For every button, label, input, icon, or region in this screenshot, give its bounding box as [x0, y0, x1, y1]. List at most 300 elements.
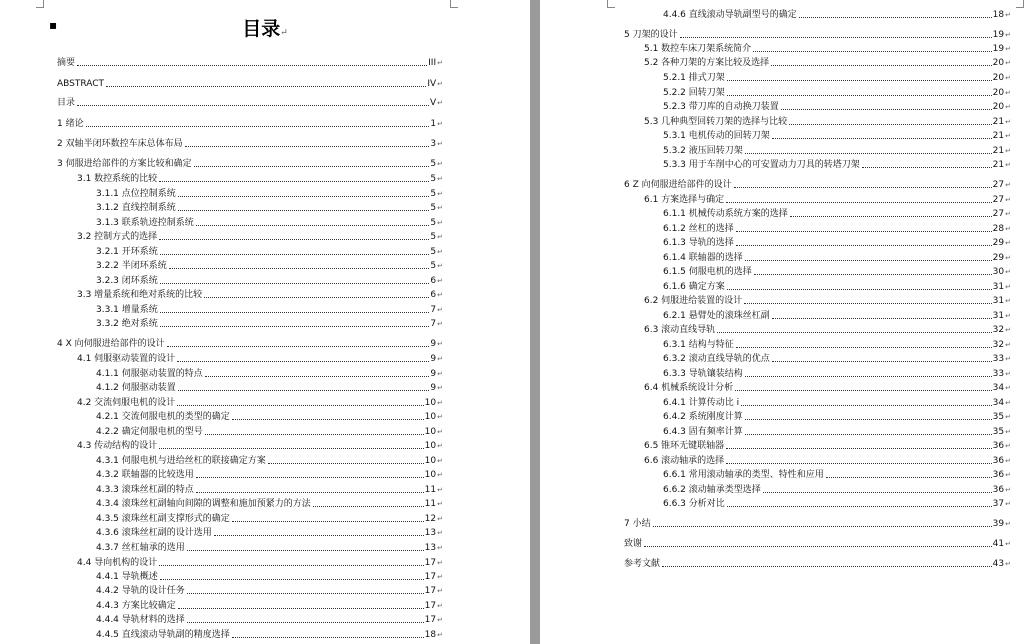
toc-entry[interactable]: [624, 537, 1011, 550]
dot-leader: [789, 124, 991, 125]
toc-entry-page: 35: [992, 427, 1005, 437]
dot-leader: [744, 303, 991, 304]
toc-entry-page: 5: [430, 218, 437, 228]
toc-entry[interactable]: [96, 410, 443, 423]
toc-entry-title: 4.4.4 导轨材料的选择: [96, 615, 185, 625]
toc-entry-page: 33: [992, 369, 1005, 379]
toc-entry-page: 21: [992, 160, 1005, 170]
dot-leader: [754, 274, 992, 275]
paragraph-mark: ↵: [437, 204, 443, 212]
toc-entry-title: 摘要: [57, 58, 76, 68]
paragraph-mark: ↵: [437, 370, 443, 378]
toc-entry-title: 3.3 增量系统和绝对系统的比较: [77, 290, 203, 300]
dot-leader: [662, 566, 992, 567]
toc-entry-page: 36: [992, 470, 1005, 480]
toc-entry[interactable]: [644, 42, 1011, 55]
toc-entry[interactable]: [96, 570, 443, 583]
toc-entry-page: 20: [992, 102, 1005, 112]
paragraph-mark: ↵: [437, 320, 443, 328]
toc-entry-title: 致谢: [624, 539, 643, 549]
paragraph-mark: ↵: [437, 559, 443, 567]
toc-entry-title: 6.1.2 丝杠的选择: [663, 224, 734, 234]
toc-entry-title: 6.3.3 导轨镶装结构: [663, 369, 743, 379]
toc-entry-page: 13: [424, 528, 437, 538]
toc-entry[interactable]: [663, 497, 1011, 510]
toc-entry[interactable]: [663, 129, 1011, 142]
dot-leader: [736, 231, 992, 232]
dot-leader: [77, 105, 429, 106]
toc-entry-page: 9: [430, 354, 437, 364]
toc-entry-page: 5: [430, 189, 437, 199]
toc-entry-title: 4.3.2 联轴器的比较选用: [96, 470, 194, 480]
dot-leader: [196, 492, 424, 493]
toc-entry-title: 4.1.1 伺服驱动装置的特点: [96, 369, 203, 379]
toc-entry[interactable]: [644, 323, 1011, 336]
toc-entry-title: 6.3 滚动直线导轨: [644, 325, 716, 335]
toc-entry[interactable]: [96, 599, 443, 612]
paragraph-mark: ↵: [1005, 560, 1011, 568]
toc-entry-title: 6.3.1 结构与特征: [663, 340, 734, 350]
toc-entry[interactable]: [96, 303, 443, 316]
toc-entry-page: 32: [992, 340, 1005, 350]
dot-leader: [790, 216, 992, 217]
toc-entry-title: 4.4.5 直线滚动导轨副的精度选择: [96, 630, 230, 640]
dot-leader: [204, 297, 429, 298]
paragraph-mark: ↵: [437, 120, 443, 128]
dot-leader: [753, 51, 991, 52]
toc-entry-page: 21: [992, 117, 1005, 127]
toc-entry-title: 4.4.2 导轨的设计任务: [96, 586, 185, 596]
toc-entry-title: 4 X 向伺服进给部件的设计: [57, 339, 165, 349]
toc-entry-page: 11: [424, 485, 437, 495]
toc-entry-page: 41: [992, 539, 1005, 549]
toc-entry[interactable]: [96, 497, 443, 510]
toc-entry[interactable]: [663, 338, 1011, 351]
toc-entry-page: 36: [992, 441, 1005, 451]
toc-entry-page: 10: [424, 427, 437, 437]
dot-leader: [214, 535, 424, 536]
toc-entry[interactable]: [663, 8, 1011, 21]
toc-entry[interactable]: [96, 245, 443, 258]
dot-leader: [653, 526, 992, 527]
paragraph-mark: ↵: [1005, 370, 1011, 378]
dot-leader: [196, 477, 424, 478]
dot-leader: [734, 187, 992, 188]
paragraph-mark: ↵: [437, 175, 443, 183]
paragraph-mark: ↵: [437, 529, 443, 537]
paragraph-mark: ↵: [1005, 413, 1011, 421]
toc-entry[interactable]: [96, 216, 443, 229]
dot-leader: [772, 138, 992, 139]
toc-entry-page: 27: [992, 180, 1005, 190]
paragraph-mark: ↵: [437, 160, 443, 168]
paragraph-mark: ↵: [1005, 457, 1011, 465]
toc-entry-title: 4.3 传动结构的设计: [77, 441, 158, 451]
toc-entry-page: 3: [430, 139, 437, 149]
toc-entry[interactable]: [77, 556, 443, 569]
toc-entry-title: 4.3.5 滚珠丝杠副支撑形式的确定: [96, 514, 230, 524]
toc-entry-page: 37: [992, 499, 1005, 509]
toc-entry[interactable]: [663, 222, 1011, 235]
toc-entry-title: 4.1 伺服驱动装置的设计: [77, 354, 176, 364]
toc-entry-title: 4.4 导向机构的设计: [77, 558, 158, 568]
toc-entry-title: 5.3.3 用于车削中心的可安置动力刀具的转塔刀架: [663, 160, 860, 170]
toc-entry-title: 6.1.4 联轴器的选择: [663, 253, 743, 263]
toc-entry[interactable]: [663, 144, 1011, 157]
toc-entry-title: 6.6 滚动轴承的选择: [644, 456, 725, 466]
toc-entry-title: 4.2.1 交流伺服电机的类型的确定: [96, 412, 230, 422]
paragraph-mark: ↵: [437, 442, 443, 450]
toc-entry-page: 17: [424, 601, 437, 611]
paragraph-mark: ↵: [1005, 500, 1011, 508]
toc-entry[interactable]: [663, 425, 1011, 438]
toc-entry-page: 31: [992, 296, 1005, 306]
paragraph-mark: ↵: [437, 500, 443, 508]
toc-entry-title: 3.1.1 点位控制系统: [96, 189, 176, 199]
paragraph-mark: ↵: [1005, 442, 1011, 450]
toc-entry-title: 6.6.1 常用滚动轴承的类型、特性和应用: [663, 470, 824, 480]
toc-entry[interactable]: [663, 468, 1011, 481]
toc-entry[interactable]: [96, 541, 443, 554]
toc-entry[interactable]: [663, 251, 1011, 264]
paragraph-mark: ↵: [1005, 45, 1011, 53]
toc-entry[interactable]: [96, 381, 443, 394]
dot-leader: [726, 463, 991, 464]
toc-entry[interactable]: [663, 86, 1011, 99]
toc-entry-title: 7 小结: [624, 519, 651, 529]
toc-entry[interactable]: [77, 439, 443, 452]
dot-leader: [106, 86, 426, 87]
dot-leader: [862, 167, 992, 168]
toc-entry-title: 5.2.2 回转刀架: [663, 88, 725, 98]
dot-leader: [178, 210, 430, 211]
toc-entry-page: 9: [430, 383, 437, 393]
toc-entry[interactable]: [96, 259, 443, 272]
dot-leader: [717, 332, 991, 333]
toc-entry-page: 33: [992, 354, 1005, 364]
toc-entry-title: 6.1.1 机械传动系统方案的选择: [663, 209, 788, 219]
paragraph-mark: ↵: [437, 428, 443, 436]
toc-entry-title: 6.2.1 悬臂处的滚珠丝杠副: [663, 311, 770, 321]
toc-entry[interactable]: [96, 468, 443, 481]
toc-title: [0, 14, 530, 41]
toc-entry[interactable]: [663, 71, 1011, 84]
toc-entry-page: 31: [992, 282, 1005, 292]
dot-leader: [745, 153, 992, 154]
toc-entry-title: 5.2.3 带刀库的自动换刀装置: [663, 102, 779, 112]
toc-entry-title: 6.4.1 计算传动比 i: [663, 398, 740, 408]
toc-entry[interactable]: [96, 584, 443, 597]
paragraph-mark: ↵: [437, 233, 443, 241]
toc-entry[interactable]: [77, 172, 443, 185]
toc-entry-page: 5: [430, 174, 437, 184]
crop-mark: [1016, 0, 1024, 8]
crop-mark: [36, 0, 44, 8]
toc-entry[interactable]: [624, 178, 1011, 191]
toc-entry-title: 4.3.3 滚珠丝杠副的特点: [96, 485, 194, 495]
dot-leader: [745, 376, 992, 377]
dot-leader: [187, 593, 424, 594]
paragraph-mark: ↵: [437, 457, 443, 465]
toc-entry-page: 27: [992, 195, 1005, 205]
paragraph-mark: ↵: [1005, 268, 1011, 276]
toc-entry-page: V: [429, 98, 437, 108]
toc-entry-page: 9: [430, 369, 437, 379]
toc-entry[interactable]: [644, 439, 1011, 452]
paragraph-mark: ↵: [1005, 74, 1011, 82]
toc-entry[interactable]: [644, 56, 1011, 69]
dot-leader: [726, 448, 991, 449]
toc-entry[interactable]: [57, 337, 443, 350]
toc-entry-page: 31: [992, 311, 1005, 321]
toc-entry-title: 3.1 数控系统的比较: [77, 174, 158, 184]
paragraph-mark: ↵: [437, 544, 443, 552]
toc-entry[interactable]: [96, 425, 443, 438]
toc-entry[interactable]: [663, 309, 1011, 322]
toc-entry[interactable]: [663, 410, 1011, 423]
dot-leader: [799, 17, 992, 18]
paragraph-mark: ↵: [437, 399, 443, 407]
paragraph-mark: ↵: [280, 28, 288, 38]
toc-entry[interactable]: [96, 454, 443, 467]
toc-entry-page: 28: [992, 224, 1005, 234]
paragraph-mark: ↵: [437, 248, 443, 256]
toc-entry-title: 5.2 各种刀架的方案比较及选择: [644, 58, 770, 68]
paragraph-mark: ↵: [437, 515, 443, 523]
paragraph-mark: ↵: [1005, 520, 1011, 528]
toc-entry[interactable]: [77, 288, 443, 301]
paragraph-mark: ↵: [1005, 471, 1011, 479]
toc-entry-page: 27: [992, 209, 1005, 219]
toc-entry[interactable]: [663, 280, 1011, 293]
dot-leader: [160, 312, 430, 313]
dot-leader: [232, 521, 424, 522]
toc-entry[interactable]: [96, 526, 443, 539]
toc-entry[interactable]: [663, 367, 1011, 380]
toc-entry[interactable]: [644, 294, 1011, 307]
toc-entry[interactable]: [77, 230, 443, 243]
paragraph-mark: ↵: [1005, 297, 1011, 305]
toc-entry-title: 6.4.2 系统刚度计算: [663, 412, 743, 422]
dot-leader: [745, 260, 992, 261]
toc-entry[interactable]: [57, 56, 443, 69]
dot-leader: [160, 283, 430, 284]
toc-entry-page: 10: [424, 412, 437, 422]
toc-entry[interactable]: [644, 193, 1011, 206]
dot-leader: [178, 390, 430, 391]
toc-entry-title: 6.1 方案选择与确定: [644, 195, 725, 205]
crop-mark: [607, 0, 615, 8]
toc-entry[interactable]: [624, 28, 1011, 41]
dot-leader: [781, 109, 992, 110]
paragraph-mark: ↵: [1005, 399, 1011, 407]
toc-entry-title: 6.4 机械系统设计分析: [644, 383, 734, 393]
paragraph-mark: ↵: [437, 291, 443, 299]
toc-entry-page: 18: [992, 10, 1005, 20]
paragraph-mark: ↵: [1005, 11, 1011, 19]
dot-leader: [826, 477, 992, 478]
paragraph-mark: ↵: [437, 573, 443, 581]
dot-leader: [177, 405, 423, 406]
paragraph-mark: ↵: [437, 616, 443, 624]
dot-leader: [727, 80, 992, 81]
toc-entry[interactable]: [96, 483, 443, 496]
toc-entry[interactable]: [57, 117, 443, 130]
toc-entry-title: 目录: [57, 98, 76, 108]
toc-entry-title: 6.3.2 滚动直线导轨的优点: [663, 354, 770, 364]
paragraph-mark: ↵: [1005, 181, 1011, 189]
toc-entry[interactable]: [96, 367, 443, 380]
dot-leader: [680, 37, 992, 38]
toc-entry-page: 21: [992, 146, 1005, 156]
toc-entry-page: 36: [992, 456, 1005, 466]
dot-leader: [771, 65, 991, 66]
toc-entry[interactable]: [663, 100, 1011, 113]
dot-leader: [177, 361, 429, 362]
dot-leader: [159, 565, 423, 566]
toc-entry-title: 6.6.2 滚动轴承类型选择: [663, 485, 761, 495]
toc-entry[interactable]: [663, 236, 1011, 249]
paragraph-mark: ↵: [1005, 132, 1011, 140]
toc-entry-page: III: [428, 58, 437, 68]
toc-entry-page: 21: [992, 131, 1005, 141]
dot-leader: [727, 95, 992, 96]
right-page: [540, 0, 1033, 644]
toc-entry-page: 6: [430, 276, 437, 286]
toc-entry-page: 12: [424, 514, 437, 524]
toc-entry[interactable]: [96, 201, 443, 214]
toc-entry-page: 32: [992, 325, 1005, 335]
toc-entry-title: 5.3 几种典型回转刀架的选择与比较: [644, 117, 788, 127]
toc-entry-page: 29: [992, 238, 1005, 248]
paragraph-mark: ↵: [437, 631, 443, 639]
dot-leader: [178, 608, 424, 609]
bullet-mark: ▪: [49, 18, 58, 32]
toc-entry[interactable]: [644, 381, 1011, 394]
dot-leader: [160, 254, 430, 255]
dot-leader: [232, 637, 424, 638]
toc-entry[interactable]: [644, 115, 1011, 128]
toc-entry-title: 4.3.4 滚珠丝杠副轴向间隙的调整和施加预紧力的方法: [96, 499, 311, 509]
toc-entry[interactable]: [96, 512, 443, 525]
toc-entry-page: 6: [430, 290, 437, 300]
toc-entry[interactable]: [57, 77, 443, 90]
toc-entry-page: 5: [430, 261, 437, 271]
toc-entry[interactable]: [57, 96, 443, 109]
toc-entry-title: 5 刀架的设计: [624, 30, 678, 40]
dot-leader: [736, 347, 992, 348]
paragraph-mark: ↵: [1005, 161, 1011, 169]
dot-leader: [187, 550, 424, 551]
paragraph-mark: ↵: [1005, 428, 1011, 436]
toc-entry-title: 6.1.3 导轨的选择: [663, 238, 734, 248]
toc-entry-page: 17: [424, 615, 437, 625]
dot-leader: [205, 434, 424, 435]
toc-entry[interactable]: [663, 352, 1011, 365]
toc-entry-page: 10: [424, 398, 437, 408]
toc-entry-page: 19: [992, 44, 1005, 54]
toc-entry-page: 35: [992, 412, 1005, 422]
toc-entry[interactable]: [57, 137, 443, 150]
toc-entry-page: 43: [992, 559, 1005, 569]
toc-entry-page: 30: [992, 267, 1005, 277]
toc-entry-title: 4.2 交流伺服电机的设计: [77, 398, 176, 408]
paragraph-mark: ↵: [437, 355, 443, 363]
paragraph-mark: ↵: [1005, 210, 1011, 218]
paragraph-mark: ↵: [1005, 147, 1011, 155]
toc-entry[interactable]: [96, 628, 443, 641]
toc-entry[interactable]: [624, 557, 1011, 570]
toc-entry[interactable]: [77, 352, 443, 365]
toc-entry[interactable]: [644, 454, 1011, 467]
dot-leader: [772, 361, 992, 362]
toc-entry-title: 4.4.6 直线滚动导轨副型号的确定: [663, 10, 797, 20]
toc-entry-page: 18: [424, 630, 437, 640]
dot-leader: [160, 326, 430, 327]
toc-entry[interactable]: [77, 396, 443, 409]
toc-entry-title: 5.1 数控车床刀架系统简介: [644, 44, 752, 54]
toc-entry[interactable]: [96, 613, 443, 626]
toc-entry-title: 3.3.1 增量系统: [96, 305, 158, 315]
toc-entry-title: 3.2.2 半闭环系统: [96, 261, 167, 271]
toc-entry-page: 7: [430, 305, 437, 315]
toc-entry[interactable]: [663, 207, 1011, 220]
toc-entry-page: 29: [992, 253, 1005, 263]
toc-entry[interactable]: [96, 187, 443, 200]
toc-entry-page: 10: [424, 441, 437, 451]
dot-leader: [86, 126, 430, 127]
paragraph-mark: ↵: [437, 587, 443, 595]
toc-entry[interactable]: [663, 483, 1011, 496]
toc-entry-title: 3.1.3 联系轨迹控制系统: [96, 218, 194, 228]
toc-entry-title: 3.2 控制方式的选择: [77, 232, 158, 242]
toc-entry-page: 39: [992, 519, 1005, 529]
toc-entry-page: 11: [424, 499, 437, 509]
dot-leader: [185, 146, 430, 147]
toc-entry[interactable]: [624, 517, 1011, 530]
paragraph-mark: ↵: [1005, 254, 1011, 262]
paragraph-mark: ↵: [437, 190, 443, 198]
dot-leader: [160, 579, 424, 580]
dot-leader: [772, 318, 992, 319]
paragraph-mark: ↵: [1005, 283, 1011, 291]
paragraph-mark: ↵: [437, 262, 443, 270]
toc-entry-title: 参考文献: [624, 559, 661, 569]
toc-entry-page: 13: [424, 543, 437, 553]
toc-entry-title: 3.3.2 绝对系统: [96, 319, 158, 329]
toc-entry-title: 5.2.1 排式刀架: [663, 73, 725, 83]
toc-entry[interactable]: [57, 157, 443, 170]
toc-entry[interactable]: [663, 265, 1011, 278]
dot-leader: [159, 239, 429, 240]
paragraph-mark: ↵: [1005, 540, 1011, 548]
toc-entry-page: 20: [992, 88, 1005, 98]
dot-leader: [313, 506, 424, 507]
toc-title-text: 目录: [242, 18, 281, 40]
dot-leader: [745, 434, 992, 435]
toc-entry[interactable]: [663, 158, 1011, 171]
dot-leader: [178, 196, 430, 197]
toc-entry-page: 17: [424, 572, 437, 582]
toc-entry[interactable]: [663, 396, 1011, 409]
toc-entry-page: 5: [430, 159, 437, 169]
paragraph-mark: ↵: [1005, 341, 1011, 349]
toc-entry-title: 4.3.6 滚珠丝杠副的设计选用: [96, 528, 212, 538]
toc-entry-page: 5: [430, 203, 437, 213]
toc-entry[interactable]: [96, 274, 443, 287]
toc-entry[interactable]: [96, 317, 443, 330]
toc-entry-title: 5.3.1 电机传动的回转刀架: [663, 131, 770, 141]
